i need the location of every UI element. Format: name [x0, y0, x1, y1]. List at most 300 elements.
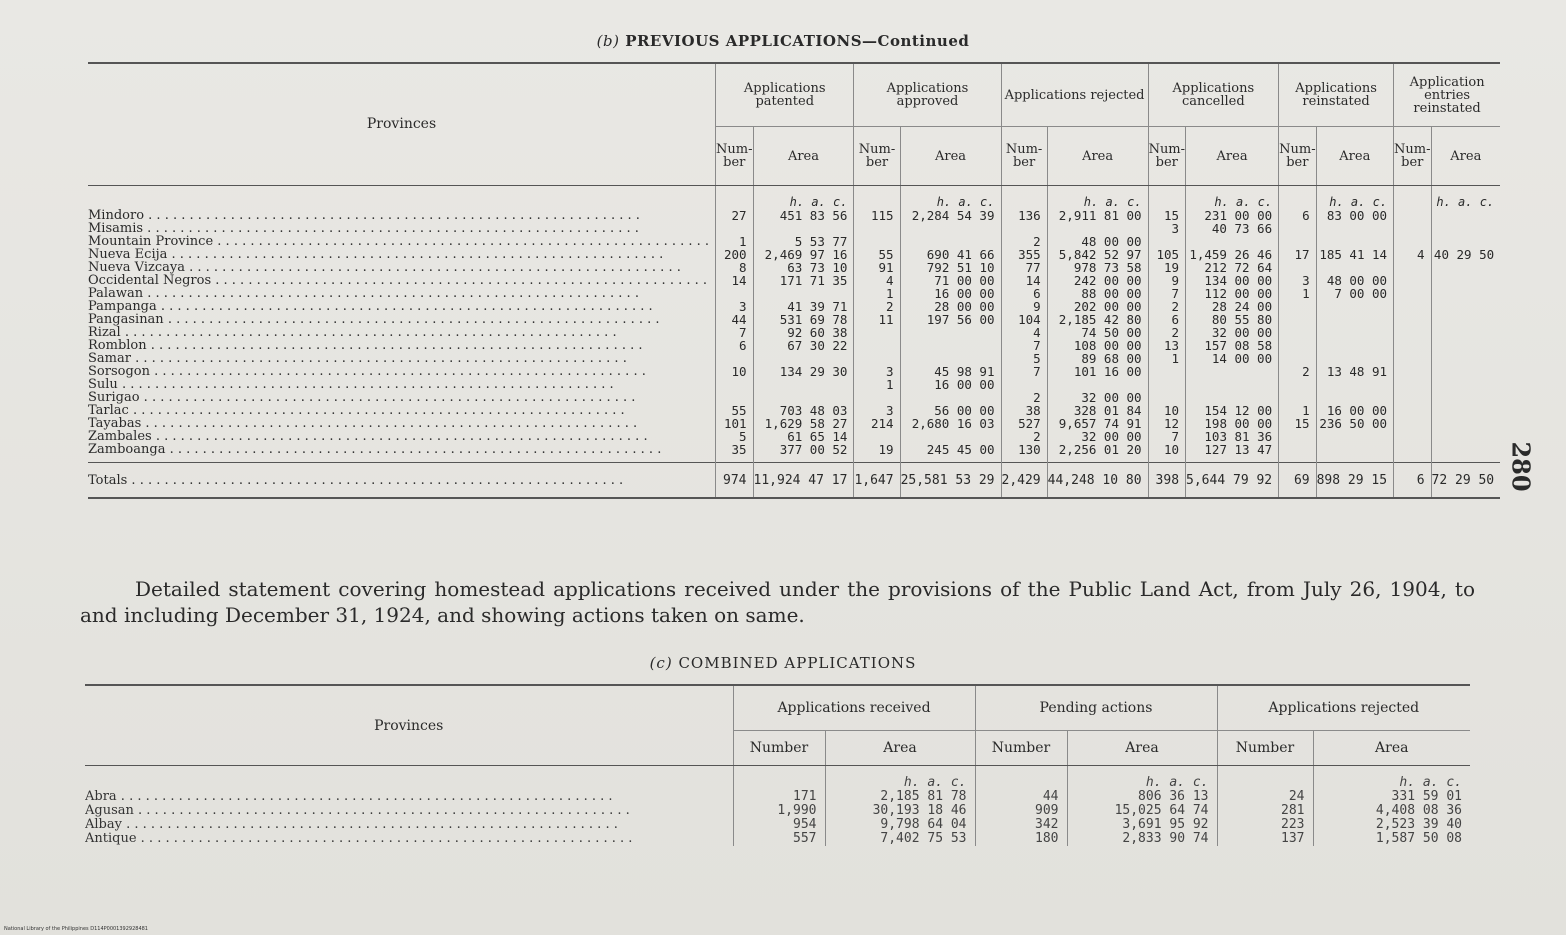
number-cell: [1279, 339, 1316, 352]
area-cell: 45 98 91: [900, 365, 1001, 378]
province-name: Sulu . . . . . . . . . . . . . . . . . . . . . . . . . . . . . . . . . . . . . . . . . . . . . . . . . . . . . . . . . . . .: [88, 378, 614, 391]
group-header: Applications approved: [854, 63, 1001, 127]
unit-label: h. a. c.: [1186, 186, 1279, 210]
number-cell: 200: [716, 248, 753, 261]
previous-applications-table: [88, 62, 1500, 499]
area-cell: 898 29 15: [1316, 463, 1393, 499]
area-cell: [1431, 222, 1500, 235]
number-cell: [854, 326, 900, 339]
area-cell: [1431, 404, 1500, 417]
area-cell: 16 00 00: [1316, 404, 1393, 417]
number-cell: [716, 222, 753, 235]
number-cell: 4: [1394, 248, 1431, 261]
area-cell: 32 00 00: [1047, 430, 1148, 443]
section-c-prefix: (c): [649, 654, 673, 672]
number-cell: 557: [733, 832, 825, 846]
number-cell: 1: [1279, 404, 1316, 417]
number-cell: 55: [716, 404, 753, 417]
area-cell: 451 83 56: [753, 209, 854, 222]
number-cell: 136: [1001, 209, 1047, 222]
area-cell: 5,644 79 92: [1186, 463, 1279, 499]
area-cell: 5,842 52 97: [1047, 248, 1148, 261]
area-header: Area: [900, 127, 1001, 186]
area-cell: 2,284 54 39: [900, 209, 1001, 222]
number-cell: 24: [1217, 790, 1313, 804]
area-cell: [1431, 365, 1500, 378]
area-cell: [1316, 339, 1393, 352]
number-cell: [1394, 443, 1431, 463]
number-cell: 137: [1217, 832, 1313, 846]
number-cell: 180: [975, 832, 1067, 846]
number-cell: 1: [716, 235, 753, 248]
number-cell: [1394, 430, 1431, 443]
table-row: [88, 443, 1500, 463]
number-cell: [854, 222, 900, 235]
area-cell: 16 00 00: [900, 287, 1001, 300]
area-cell: 32 00 00: [1047, 391, 1148, 404]
area-cell: 377 00 52: [753, 443, 854, 463]
area-cell: 9,798 64 04: [825, 818, 975, 832]
number-cell: [854, 339, 900, 352]
number-cell: 342: [975, 818, 1067, 832]
number-cell: 9: [1148, 274, 1185, 287]
area-cell: 3,691 95 92: [1067, 818, 1217, 832]
area-cell: 185 41 14: [1316, 248, 1393, 261]
number-cell: 4: [1001, 326, 1047, 339]
number-cell: [1279, 443, 1316, 463]
unit-label: h. a. c.: [1067, 766, 1217, 791]
area-cell: 48 00 00: [1316, 274, 1393, 287]
section-c-title: [0, 654, 1566, 672]
unit-row: [88, 186, 1500, 210]
area-cell: 61 65 14: [753, 430, 854, 443]
table-row: [85, 818, 1470, 832]
table-row: [88, 339, 1500, 352]
group-header: Applications rejected: [1001, 63, 1148, 127]
unit-label: h. a. c.: [1047, 186, 1148, 210]
number-header: Num-ber: [1148, 127, 1185, 186]
totals-label: Totals . . . . . . . . . . . . . . . . . . . . . . . . . . . . . . . . . . . . . . . . . . . . . . . . . . . . . . . . . . . .: [88, 463, 716, 499]
number-cell: 223: [1217, 818, 1313, 832]
area-cell: 41 39 71: [753, 300, 854, 313]
area-cell: 7,402 75 53: [825, 832, 975, 846]
number-cell: [1394, 274, 1431, 287]
area-cell: 9,657 74 91: [1047, 417, 1148, 430]
number-cell: 105: [1148, 248, 1185, 261]
area-cell: 134 29 30: [753, 365, 854, 378]
area-cell: 30,193 18 46: [825, 804, 975, 818]
section-b-title-text: PREVIOUS APPLICATIONS—: [625, 32, 878, 50]
number-cell: 19: [1148, 261, 1185, 274]
unit-label: h. a. c.: [1431, 186, 1500, 210]
unit-spacer: [1394, 186, 1431, 210]
number-cell: 1: [854, 378, 900, 391]
number-cell: 17: [1279, 248, 1316, 261]
number-cell: 11: [854, 313, 900, 326]
area-cell: 2,256 01 20: [1047, 443, 1148, 463]
number-header: Number: [733, 731, 825, 766]
number-cell: 69: [1279, 463, 1316, 499]
number-cell: 3: [854, 365, 900, 378]
area-header: Area: [753, 127, 854, 186]
table-row: [88, 209, 1500, 222]
number-cell: 2: [1148, 300, 1185, 313]
number-cell: 55: [854, 248, 900, 261]
province-name: Antique . . . . . . . . . . . . . . . . . . . . . . . . . . . . . . . . . . . . . . . . . . . . . . . . . . . . . . . . . . . .: [85, 832, 633, 846]
unit-spacer: [85, 766, 733, 791]
area-cell: 48 00 00: [1047, 235, 1148, 248]
number-cell: 7: [1001, 365, 1047, 378]
number-cell: [1394, 222, 1431, 235]
area-cell: 531 69 78: [753, 313, 854, 326]
province-name: Romblon . . . . . . . . . . . . . . . . . . . . . . . . . . . . . . . . . . . . . . . . . . . . . . . . . . . . . . . . . . . .: [88, 339, 643, 352]
number-cell: 7: [1148, 287, 1185, 300]
area-cell: 16 00 00: [900, 378, 1001, 391]
province-name: Tayabas . . . . . . . . . . . . . . . . . . . . . . . . . . . . . . . . . . . . . . . . . . . . . . . . . . . . . . . . . . . .: [88, 417, 638, 430]
number-cell: 130: [1001, 443, 1047, 463]
unit-label: h. a. c.: [1316, 186, 1393, 210]
province-name: Surigao . . . . . . . . . . . . . . . . . . . . . . . . . . . . . . . . . . . . . . . . . . . . . . . . . . . . . . . . . . . .: [88, 391, 636, 404]
area-cell: 56 00 00: [900, 404, 1001, 417]
provinces-header: Provinces: [88, 63, 716, 186]
area-cell: [1186, 378, 1279, 391]
area-cell: [753, 378, 854, 391]
province-name: Mountain Province . . . . . . . . . . . . . . . . . . . . . . . . . . . . . . . . . . . . . . . . . . . . . . . . . . . . . . . . . . . .: [88, 235, 710, 248]
number-cell: 2: [1148, 326, 1185, 339]
number-cell: [1394, 352, 1431, 365]
number-cell: 3: [1279, 274, 1316, 287]
area-cell: [1316, 300, 1393, 313]
number-cell: 3: [716, 300, 753, 313]
area-cell: [1316, 378, 1393, 391]
area-cell: 1,629 58 27: [753, 417, 854, 430]
footer-watermark: National Library of the Philippines D114P0001392928481: [4, 926, 148, 932]
unit-row: [85, 766, 1470, 791]
number-cell: 1,647: [854, 463, 900, 499]
number-cell: 101: [716, 417, 753, 430]
area-cell: [1316, 222, 1393, 235]
number-cell: [1148, 378, 1185, 391]
number-cell: [1394, 287, 1431, 300]
number-cell: [1279, 261, 1316, 274]
area-cell: 11,924 47 17: [753, 463, 854, 499]
area-cell: 792 51 10: [900, 261, 1001, 274]
provinces-header: Provinces: [85, 685, 733, 766]
table-row: [88, 274, 1500, 287]
area-header: Area: [1047, 127, 1148, 186]
group-header: Applications received: [733, 685, 975, 731]
number-cell: 1: [1279, 287, 1316, 300]
area-cell: [1431, 430, 1500, 443]
province-name: Rizal . . . . . . . . . . . . . . . . . . . . . . . . . . . . . . . . . . . . . . . . . . . . . . . . . . . . . . . . . . . .: [88, 326, 617, 339]
number-cell: 6: [1148, 313, 1185, 326]
number-cell: 3: [854, 404, 900, 417]
number-cell: 91: [854, 261, 900, 274]
area-cell: 171 71 35: [753, 274, 854, 287]
area-cell: 202 00 00: [1047, 300, 1148, 313]
area-cell: [900, 339, 1001, 352]
number-cell: 6: [1394, 463, 1431, 499]
table-row: [85, 790, 1470, 804]
area-cell: 74 50 00: [1047, 326, 1148, 339]
number-cell: 10: [1148, 443, 1185, 463]
number-cell: [1394, 313, 1431, 326]
area-cell: 157 08 58: [1186, 339, 1279, 352]
unit-spacer: [88, 186, 716, 210]
area-cell: [1316, 443, 1393, 463]
area-cell: [1431, 378, 1500, 391]
number-cell: 27: [716, 209, 753, 222]
area-cell: 32 00 00: [1186, 326, 1279, 339]
area-header: Area: [1431, 127, 1500, 186]
number-cell: 77: [1001, 261, 1047, 274]
number-cell: 10: [1148, 404, 1185, 417]
number-cell: 15: [1148, 209, 1185, 222]
number-cell: [1394, 209, 1431, 222]
area-cell: 134 00 00: [1186, 274, 1279, 287]
area-cell: [1431, 443, 1500, 463]
number-header: Num-ber: [1279, 127, 1316, 186]
number-cell: 2,429: [1001, 463, 1047, 499]
number-cell: 5: [1001, 352, 1047, 365]
totals-row: [88, 463, 1500, 499]
number-cell: [1394, 391, 1431, 404]
number-cell: 9: [1001, 300, 1047, 313]
number-cell: 1: [854, 287, 900, 300]
number-cell: 6: [1001, 287, 1047, 300]
area-cell: [1431, 274, 1500, 287]
number-cell: [1279, 378, 1316, 391]
area-cell: [1186, 365, 1279, 378]
number-cell: 44: [975, 790, 1067, 804]
number-cell: [1394, 326, 1431, 339]
area-cell: 4,408 08 36: [1313, 804, 1470, 818]
unit-spacer: [716, 186, 753, 210]
area-cell: 44,248 10 80: [1047, 463, 1148, 499]
number-cell: 214: [854, 417, 900, 430]
number-cell: [1394, 378, 1431, 391]
unit-spacer: [854, 186, 900, 210]
number-header: Number: [975, 731, 1067, 766]
area-cell: 328 01 84: [1047, 404, 1148, 417]
section-b-prefix: (b): [596, 32, 620, 50]
area-cell: [1431, 326, 1500, 339]
province-name: Zambales . . . . . . . . . . . . . . . . . . . . . . . . . . . . . . . . . . . . . . . . . . . . . . . . . . . . . . . . . . . .: [88, 430, 648, 443]
area-cell: 71 00 00: [900, 274, 1001, 287]
area-cell: 978 73 58: [1047, 261, 1148, 274]
number-cell: 12: [1148, 417, 1185, 430]
area-cell: 28 24 00: [1186, 300, 1279, 313]
area-cell: [1431, 261, 1500, 274]
area-cell: 40 73 66: [1186, 222, 1279, 235]
number-cell: [716, 287, 753, 300]
province-name: Pangasinan . . . . . . . . . . . . . . . . . . . . . . . . . . . . . . . . . . . . . . . . . . . . . . . . . . . . . . . . . . . .: [88, 313, 660, 326]
unit-label: h. a. c.: [900, 186, 1001, 210]
number-cell: 14: [1001, 274, 1047, 287]
area-cell: 806 36 13: [1067, 790, 1217, 804]
number-header: Num-ber: [716, 127, 753, 186]
number-cell: 8: [716, 261, 753, 274]
province-name: Samar . . . . . . . . . . . . . . . . . . . . . . . . . . . . . . . . . . . . . . . . . . . . . . . . . . . . . . . . . . . .: [88, 352, 627, 365]
area-header: Area: [1186, 127, 1279, 186]
area-cell: [1316, 313, 1393, 326]
area-cell: [1431, 352, 1500, 365]
number-cell: [1394, 365, 1431, 378]
area-cell: 112 00 00: [1186, 287, 1279, 300]
section-c-title-text: COMBINED APPLICATIONS: [678, 654, 917, 672]
province-name: Mindoro . . . . . . . . . . . . . . . . . . . . . . . . . . . . . . . . . . . . . . . . . . . . . . . . . . . . . . . . . . . .: [88, 209, 640, 222]
number-cell: [1279, 326, 1316, 339]
province-name: Pampanga . . . . . . . . . . . . . . . . . . . . . . . . . . . . . . . . . . . . . . . . . . . . . . . . . . . . . . . . . . . .: [88, 300, 653, 313]
number-cell: 7: [1001, 339, 1047, 352]
number-cell: 909: [975, 804, 1067, 818]
area-cell: 28 00 00: [900, 300, 1001, 313]
number-header: Num-ber: [1001, 127, 1047, 186]
area-cell: 13 48 91: [1316, 365, 1393, 378]
number-cell: 44: [716, 313, 753, 326]
number-cell: [1279, 313, 1316, 326]
number-cell: [1394, 235, 1431, 248]
unit-label: h. a. c.: [1313, 766, 1470, 791]
table-row: [85, 832, 1470, 846]
number-cell: 281: [1217, 804, 1313, 818]
number-cell: 1,990: [733, 804, 825, 818]
area-cell: [1431, 391, 1500, 404]
page-number: 280: [1506, 441, 1536, 492]
area-cell: 103 81 36: [1186, 430, 1279, 443]
area-header: Area: [825, 731, 975, 766]
group-header: Applications cancelled: [1148, 63, 1279, 127]
number-cell: 6: [716, 339, 753, 352]
area-header: Area: [1316, 127, 1393, 186]
number-cell: 527: [1001, 417, 1047, 430]
number-cell: 1: [1148, 352, 1185, 365]
unit-spacer: [1001, 186, 1047, 210]
area-cell: 2,911 81 00: [1047, 209, 1148, 222]
table-row: [85, 804, 1470, 818]
area-cell: 2,523 39 40: [1313, 818, 1470, 832]
area-cell: [1431, 300, 1500, 313]
area-cell: [1316, 326, 1393, 339]
area-cell: 245 45 00: [900, 443, 1001, 463]
number-cell: 10: [716, 365, 753, 378]
number-cell: 974: [716, 463, 753, 499]
number-cell: 38: [1001, 404, 1047, 417]
area-cell: [1431, 339, 1500, 352]
number-cell: [1394, 404, 1431, 417]
number-cell: 14: [716, 274, 753, 287]
area-cell: 101 16 00: [1047, 365, 1148, 378]
area-cell: [1431, 209, 1500, 222]
statement-paragraph: Detailed statement covering homestead applications received under the provisions of the Public Land Act, from July 26, 1904, to and including December 31, 1924, and showing actions taken on same.: [80, 577, 1475, 627]
area-cell: 2,185 81 78: [825, 790, 975, 804]
area-cell: 88 00 00: [1047, 287, 1148, 300]
area-header: Area: [1313, 731, 1470, 766]
number-cell: 2: [1001, 430, 1047, 443]
number-cell: 398: [1148, 463, 1185, 499]
area-cell: 40 29 50: [1431, 248, 1500, 261]
area-cell: 2,833 90 74: [1067, 832, 1217, 846]
number-cell: 7: [716, 326, 753, 339]
number-cell: 13: [1148, 339, 1185, 352]
area-cell: [1431, 287, 1500, 300]
area-cell: 212 72 64: [1186, 261, 1279, 274]
area-cell: 7 00 00: [1316, 287, 1393, 300]
number-cell: 5: [716, 430, 753, 443]
number-cell: 2: [1001, 235, 1047, 248]
number-header: Num-ber: [1394, 127, 1431, 186]
number-cell: 2: [854, 300, 900, 313]
unit-spacer: [1279, 186, 1316, 210]
group-header: Applications reinstated: [1279, 63, 1394, 127]
province-name: Nueva Vizcaya . . . . . . . . . . . . . . . . . . . . . . . . . . . . . . . . . . . . . . . . . . . . . . . . . . . . . . . . . . . .: [88, 261, 681, 274]
area-cell: 198 00 00: [1186, 417, 1279, 430]
number-cell: [1394, 300, 1431, 313]
area-cell: 83 00 00: [1316, 209, 1393, 222]
unit-label: h. a. c.: [753, 186, 854, 210]
area-cell: 127 13 47: [1186, 443, 1279, 463]
number-cell: [1279, 430, 1316, 443]
number-header: Num-ber: [854, 127, 900, 186]
number-cell: [1279, 352, 1316, 365]
area-cell: 14 00 00: [1186, 352, 1279, 365]
province-name: Zamboanga . . . . . . . . . . . . . . . . . . . . . . . . . . . . . . . . . . . . . . . . . . . . . . . . . . . . . . . . . . . .: [88, 443, 662, 457]
area-cell: 2,469 97 16: [753, 248, 854, 261]
area-cell: 72 29 50: [1431, 463, 1500, 499]
number-cell: 35: [716, 443, 753, 463]
combined-applications-table: [85, 684, 1470, 846]
table-row: [88, 365, 1500, 378]
area-cell: 197 56 00: [900, 313, 1001, 326]
area-cell: 703 48 03: [753, 404, 854, 417]
number-cell: [1279, 391, 1316, 404]
number-cell: 355: [1001, 248, 1047, 261]
province-name: Nueva Ecija . . . . . . . . . . . . . . . . . . . . . . . . . . . . . . . . . . . . . . . . . . . . . . . . . . . . . . . . . . . .: [88, 248, 664, 261]
group-header: Pending actions: [975, 685, 1217, 731]
number-cell: 3: [1148, 222, 1185, 235]
number-cell: [1279, 300, 1316, 313]
number-cell: 104: [1001, 313, 1047, 326]
number-cell: 15: [1279, 417, 1316, 430]
area-cell: 25,581 53 29: [900, 463, 1001, 499]
number-cell: 954: [733, 818, 825, 832]
area-cell: [1431, 313, 1500, 326]
area-cell: 2,680 16 03: [900, 417, 1001, 430]
number-cell: 7: [1148, 430, 1185, 443]
area-cell: 89 68 00: [1047, 352, 1148, 365]
section-b-title-suffix: Continued: [877, 32, 970, 50]
number-cell: 19: [854, 443, 900, 463]
number-cell: [1394, 417, 1431, 430]
number-cell: 2: [1001, 391, 1047, 404]
area-cell: 242 00 00: [1047, 274, 1148, 287]
unit-spacer: [975, 766, 1067, 791]
number-cell: 115: [854, 209, 900, 222]
province-name: Abra . . . . . . . . . . . . . . . . . . . . . . . . . . . . . . . . . . . . . . . . . . . . . . . . . . . . . . . . . . . .: [85, 790, 613, 804]
section-b-title: [0, 32, 1566, 50]
province-name: Palawan . . . . . . . . . . . . . . . . . . . . . . . . . . . . . . . . . . . . . . . . . . . . . . . . . . . . . . . . . . . .: [88, 287, 639, 300]
area-cell: 5 53 77: [753, 235, 854, 248]
group-header: Application entries reinstated: [1394, 63, 1501, 127]
area-cell: 1,459 26 46: [1186, 248, 1279, 261]
unit-spacer: [1148, 186, 1185, 210]
area-cell: [1431, 417, 1500, 430]
province-name: Misamis . . . . . . . . . . . . . . . . . . . . . . . . . . . . . . . . . . . . . . . . . . . . . . . . . . . . . . . . . . . .: [88, 222, 639, 235]
area-cell: 67 30 22: [753, 339, 854, 352]
unit-spacer: [733, 766, 825, 791]
area-cell: 108 00 00: [1047, 339, 1148, 352]
number-cell: [1394, 339, 1431, 352]
